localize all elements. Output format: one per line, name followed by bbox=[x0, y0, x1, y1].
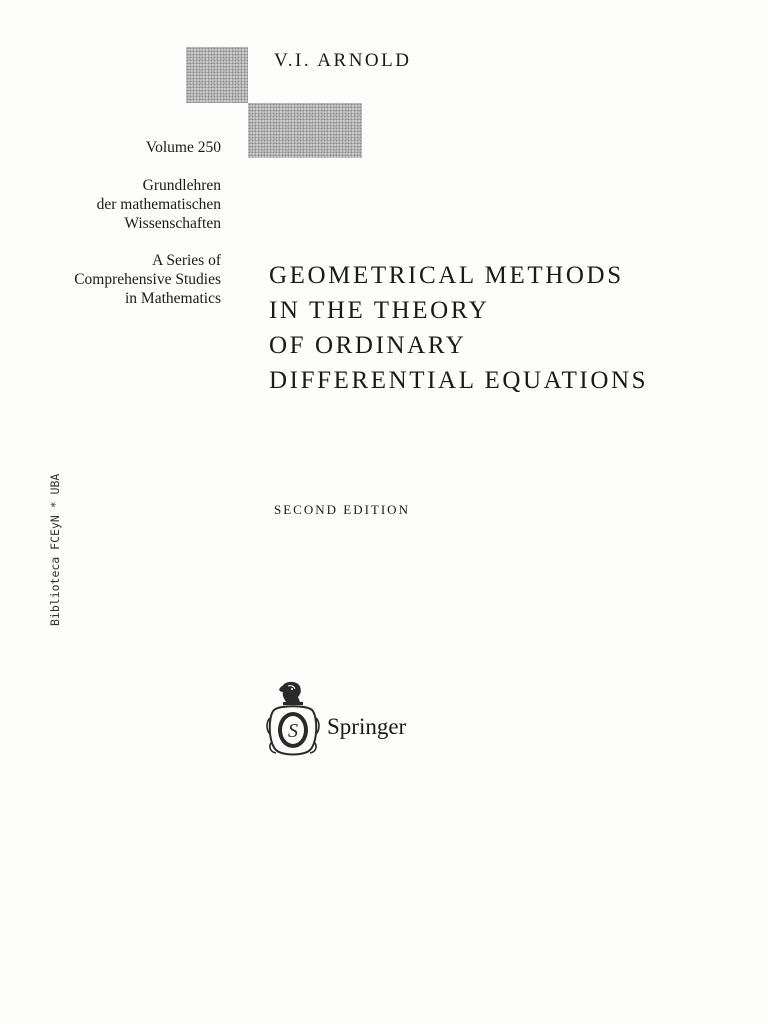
series-volume: Volume 250 bbox=[145, 139, 221, 156]
series-name bbox=[97, 176, 221, 233]
book-title-line: OF ORDINARY bbox=[269, 332, 467, 359]
book-title-line: IN THE THEORY bbox=[269, 297, 490, 324]
series-description-line: Comprehensive Studies bbox=[74, 271, 221, 288]
book-title-line: GEOMETRICAL METHODS bbox=[269, 262, 624, 289]
author-name: V.I. ARNOLD bbox=[274, 50, 412, 71]
book-title-line: DIFFERENTIAL EQUATIONS bbox=[269, 367, 649, 394]
library-stamp: Biblioteca FCEyN * UBA bbox=[48, 473, 62, 626]
decorative-gray-block bbox=[186, 47, 248, 103]
series-description-line: A Series of bbox=[152, 252, 221, 269]
book-title bbox=[269, 258, 648, 398]
springer-knight-icon bbox=[264, 680, 322, 760]
decorative-gray-block bbox=[248, 103, 362, 158]
series-name-line: Grundlehren bbox=[142, 177, 221, 194]
series-name-line: der mathematischen bbox=[96, 196, 221, 213]
series-description bbox=[74, 251, 221, 308]
series-description-line: in Mathematics bbox=[125, 290, 221, 307]
series-name-line: Wissenschaften bbox=[124, 215, 221, 232]
publisher-name: Springer bbox=[327, 714, 407, 739]
edition-label: SECOND EDITION bbox=[274, 502, 410, 517]
svg-text:S: S bbox=[288, 720, 298, 742]
